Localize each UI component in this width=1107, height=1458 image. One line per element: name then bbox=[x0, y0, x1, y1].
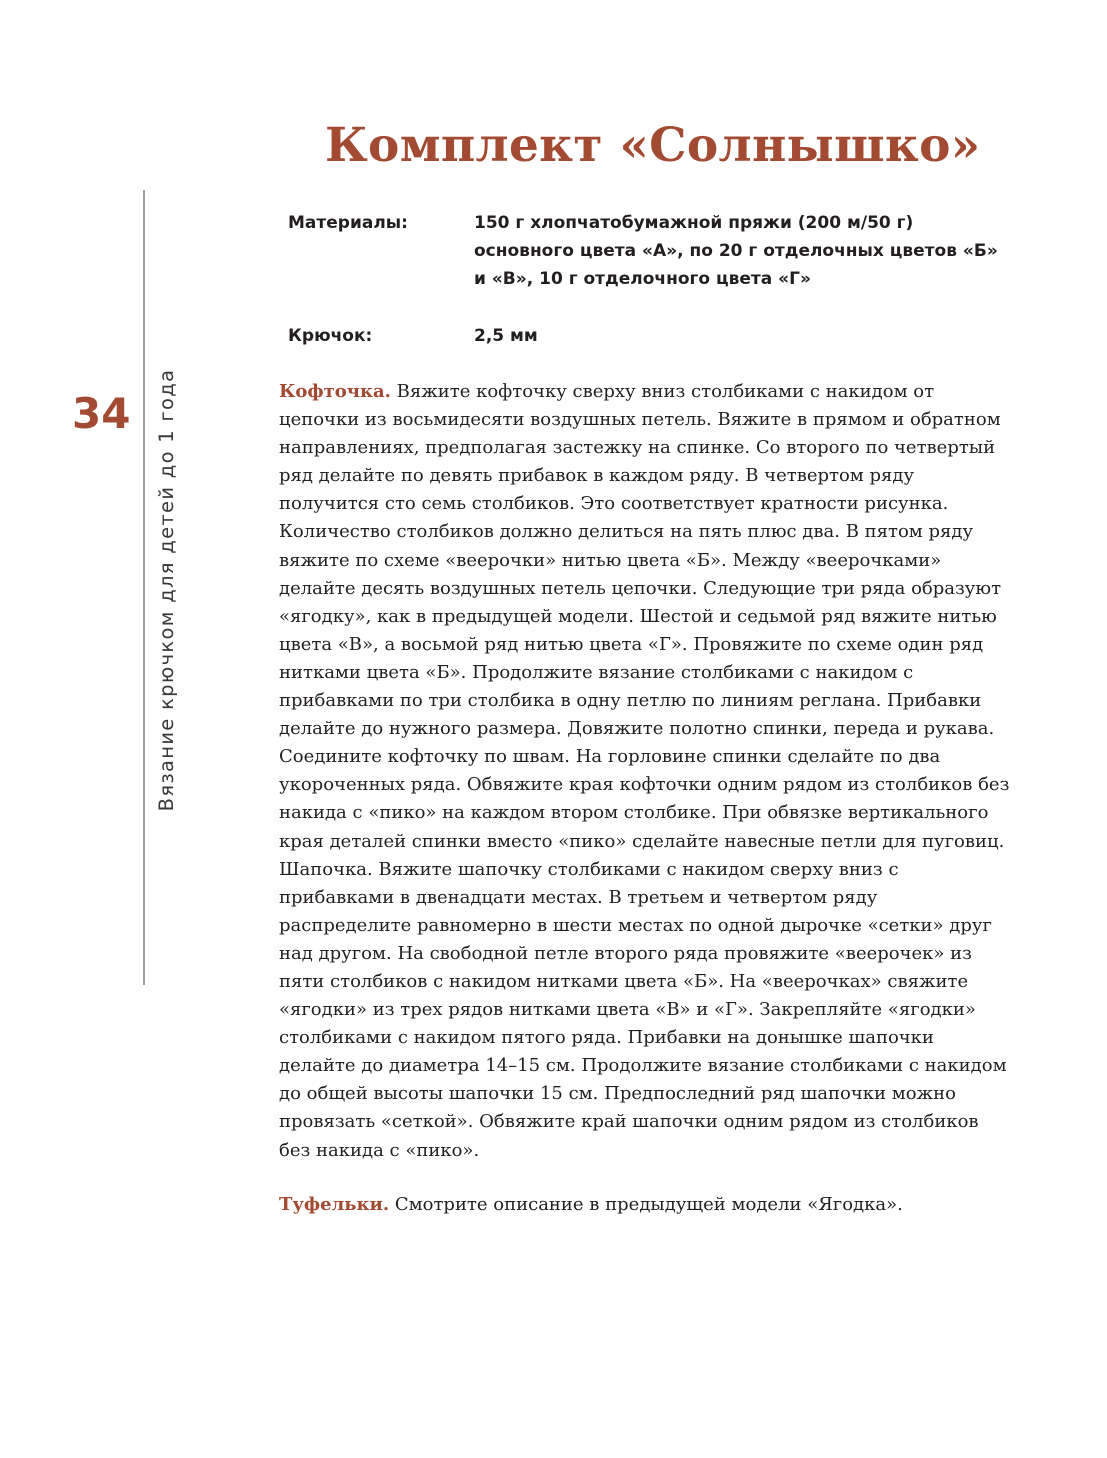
shoes-paragraph bbox=[279, 1191, 1014, 1219]
materials-value: 150 г хлопчатобумажной пряжи (200 м/50 г) основного цвета «А», по 20 г отделочных цветов «Б» и «В», 10 г отделочного цвета «Г» bbox=[474, 213, 998, 289]
sweater-heading: Кофточка. bbox=[279, 381, 391, 402]
shoes-text: Смотрите описание в предыдущей модели «Ягодка». bbox=[389, 1194, 903, 1215]
hook-label: Крючок: bbox=[288, 326, 373, 346]
sweater-paragraph bbox=[279, 378, 1014, 1165]
page-number: 34 bbox=[72, 389, 131, 438]
page-title: Комплект «Солнышко» bbox=[325, 118, 981, 173]
sweater-text: Вяжите кофточку сверху вниз столбиками с накидом от цепочки из восьмидесяти воздушных петель. Вяжите в прямом и обратном направлениях, предполагая застежку на спинке. Со второго по четвертый ряд делайте по девять прибавок в каждом ряду. В четвертом ряду получится сто семь столбиков. Это соответствует кратности рисунка. Количество столбиков должно делиться на пять плюс два. В пятом ряду вяжите по схеме «веерочки» нитью цвета «Б». Между «веерочками» делайте десять воздушных петель цепочки. Следующие три ряда образуют «ягодку», как в предыдущей модели. Шестой и седьмой ряд вяжите нитью цвета «В», а восьмой ряд нитью цвета «Г». Провяжите по схеме один ряд нитками цвета «Б». Продолжите вязание столбиками с накидом с прибавками по три столбика в одну петлю по линиям реглана. Прибавки делайте до нужного размера. Довяжите полотно спинки, переда и рукава. Соедините кофточку по швам. На горловине спинки сделайте по два укороченных ряда. Обвяжите края кофточки одним рядом из столбиков без накида с «пико» на каждом втором столбике. При обвязке вертикального края деталей спинки вместо «пико» сделайте навесные петли для пуговиц. Шапочка. Вяжите шапочку столбиками с накидом сверху вниз с прибавками в двенадцати местах. В третьем и четвертом ряду распределите равномерно в шести местах по одной дырочке «сетки» друг над другом. На свободной петле второго ряда провяжите «веерочек» из пяти столбиков с накидом нитками цвета «Б». На «веерочках» свяжите «ягодки» из трех рядов нитками цвета «В» и «Г». Закрепляйте «ягодки» столбиками с накидом пятого ряда. Прибавки на донышке шапочки делайте до диаметра 14–15 см. Продолжите вязание столбиками с накидом до общей высоты шапочки 15 см. Предпоследний ряд шапочки можно провязать «сеткой». Обвяжите край шапочки одним рядом из столбиков без накида с «пико». bbox=[279, 381, 1010, 1161]
side-rule bbox=[143, 190, 145, 985]
materials-label: Материалы: bbox=[288, 213, 408, 233]
materials-spec bbox=[288, 209, 1018, 293]
hook-spec bbox=[288, 322, 1018, 350]
shoes-heading: Туфельки. bbox=[279, 1194, 390, 1215]
hook-value: 2,5 мм bbox=[474, 326, 538, 346]
running-head: Вязание крючком для детей до 1 года bbox=[155, 368, 178, 812]
